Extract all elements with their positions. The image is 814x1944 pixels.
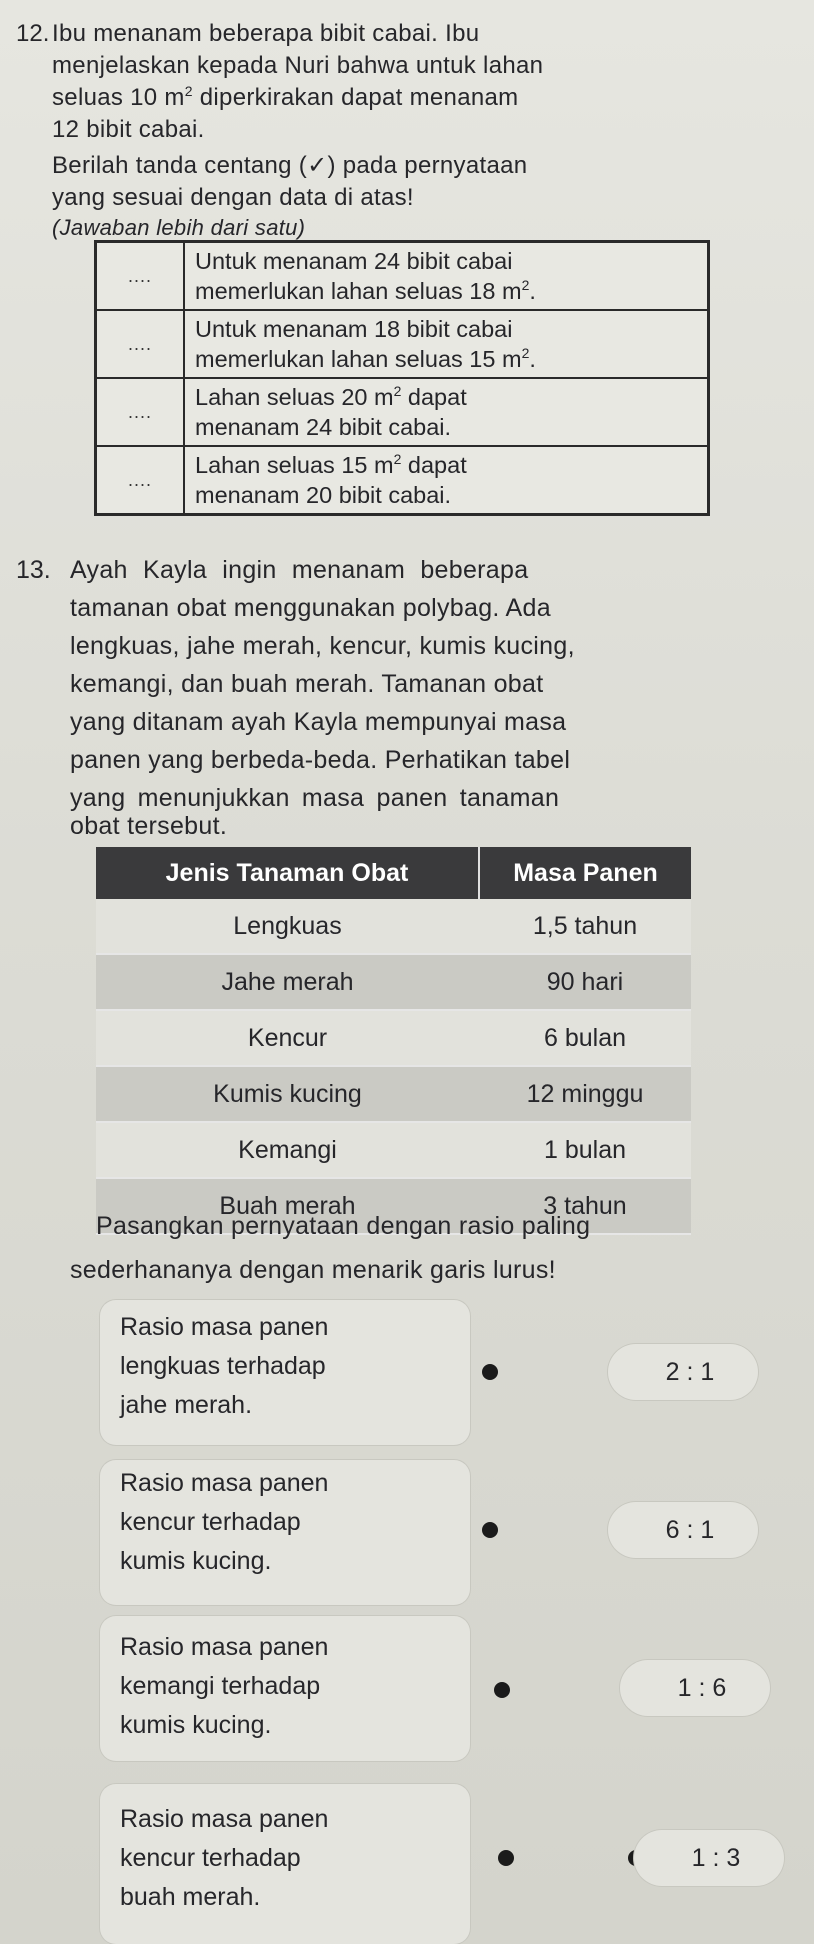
statement-box-text — [120, 1464, 328, 1581]
harvest-cell: 6 bulan — [479, 1010, 691, 1066]
q12-text-line-1: Ibu menanam beberapa bibit cabai. Ibu — [52, 20, 480, 47]
statement-line: Untuk menanam 24 bibit cabai — [195, 248, 513, 274]
statement-line: kumis kucing. — [120, 1711, 272, 1739]
statement-part: dapat — [401, 452, 467, 478]
question-12-number: 12. — [16, 20, 50, 47]
q13-text-line-3: lengkuas, jahe merah, kencur, kumis kucing, — [70, 632, 575, 660]
harvest-cell: 3 tahun — [479, 1178, 691, 1234]
statement-line: kemangi terhadap — [120, 1672, 321, 1700]
statement-text — [184, 378, 709, 446]
left-connector-dot[interactable] — [498, 1850, 514, 1866]
plant-cell: Jahe merah — [96, 954, 479, 1010]
q13-instruction-1: Pasangkan pernyataan dengan rasio paling — [96, 1212, 591, 1240]
table-row — [96, 1010, 691, 1066]
ratio-label: 6 : 1 — [665, 1516, 715, 1544]
q13-text-line-7: yang menunjukkan masa panen tanaman — [70, 784, 560, 812]
q13-text-line-2: tamanan obat menggunakan polybag. Ada — [70, 594, 551, 622]
statement-line — [195, 382, 697, 412]
plant-cell: Kemangi — [96, 1122, 479, 1178]
statement-line — [195, 344, 697, 374]
statement-exp: 2 — [393, 383, 402, 400]
statement-line: Rasio masa panen — [120, 1805, 329, 1833]
statement-box-text — [120, 1628, 328, 1745]
q13-text-line-6: panen yang berbeda-beda. Perhatikan tabel — [70, 746, 571, 774]
q12-area-exp: 2 — [184, 83, 193, 99]
statement-line: kumis kucing. — [120, 1547, 272, 1575]
statement-line: buah merah. — [120, 1883, 261, 1911]
plant-cell: Kencur — [96, 1010, 479, 1066]
question-13-number: 13. — [16, 556, 51, 584]
table-row — [96, 1122, 691, 1178]
statement-exp: 2 — [521, 277, 530, 294]
statement-part: . — [529, 278, 536, 304]
ratio-label: 1 : 3 — [691, 1844, 741, 1872]
statement-line: jahe merah. — [120, 1391, 253, 1419]
plant-cell: Buah merah — [96, 1178, 479, 1234]
q13-text-line-4: kemangi, dan buah merah. Tamanan obat — [70, 670, 544, 698]
statement-line: Rasio masa panen — [120, 1313, 329, 1341]
statement-part: Lahan seluas 15 m — [195, 452, 394, 478]
plant-cell: Lengkuas — [96, 899, 479, 954]
ratio-label: 1 : 6 — [677, 1674, 727, 1702]
q13-text-line-1: Ayah Kayla ingin menanam beberapa — [70, 556, 529, 584]
table-row — [96, 1066, 691, 1122]
header-harvest: Masa Panen — [479, 847, 691, 899]
check-blank[interactable]: .... — [96, 242, 185, 311]
left-connector-dot[interactable] — [482, 1364, 498, 1380]
statement-part: Lahan seluas 20 m — [195, 384, 394, 410]
q12-instruction-1: Berilah tanda centang (✓) pada pernyataan — [52, 152, 528, 179]
statement-text — [184, 242, 709, 311]
statement-part: . — [529, 346, 536, 372]
statement-line: Rasio masa panen — [120, 1469, 329, 1497]
harvest-cell: 90 hari — [479, 954, 691, 1010]
statement-part: memerlukan lahan seluas 15 m — [195, 346, 522, 372]
statement-line: kencur terhadap — [120, 1508, 301, 1536]
harvest-table — [96, 847, 691, 1235]
q12-area-unit: m — [164, 84, 185, 111]
statement-box-text — [120, 1308, 328, 1425]
table-row — [96, 954, 691, 1010]
q13-text-line-5: yang ditanam ayah Kayla mempunyai masa — [70, 708, 567, 736]
statement-text — [184, 446, 709, 515]
statement-line: Rasio masa panen — [120, 1633, 329, 1661]
statement-row — [96, 242, 709, 311]
q13-text-line-8: obat tersebut. — [70, 812, 228, 840]
harvest-table-header — [96, 847, 691, 899]
q12-text-line-3 — [52, 84, 518, 112]
q12-estimate: diperkirakan dapat menanam — [199, 84, 519, 111]
statement-part: dapat — [401, 384, 467, 410]
ratio-label: 2 : 1 — [665, 1358, 715, 1386]
statement-line: lengkuas terhadap — [120, 1352, 326, 1380]
q12-seluas: seluas — [52, 84, 124, 111]
statement-line: kencur terhadap — [120, 1844, 301, 1872]
header-plant: Jenis Tanaman Obat — [96, 847, 479, 899]
statement-exp: 2 — [521, 345, 530, 362]
q12-instruction-2: yang sesuai dengan data di atas! — [52, 184, 414, 211]
table-row — [96, 899, 691, 954]
harvest-cell: 1 bulan — [479, 1122, 691, 1178]
check-blank[interactable]: .... — [96, 310, 185, 378]
statement-row — [96, 378, 709, 446]
statement-exp: 2 — [393, 451, 402, 468]
statement-table — [94, 240, 710, 516]
left-connector-dot[interactable] — [482, 1522, 498, 1538]
statement-line: Untuk menanam 18 bibit cabai — [195, 316, 513, 342]
check-blank[interactable]: .... — [96, 378, 185, 446]
statement-line — [195, 276, 697, 306]
statement-part: memerlukan lahan seluas 18 m — [195, 278, 522, 304]
q12-text-line-4: 12 bibit cabai. — [52, 116, 205, 143]
q12-text-line-2: menjelaskan kepada Nuri bahwa untuk lahan — [52, 52, 544, 79]
statement-box-text — [120, 1800, 328, 1917]
left-connector-dot[interactable] — [494, 1682, 510, 1698]
statement-text — [184, 310, 709, 378]
harvest-cell: 1,5 tahun — [479, 899, 691, 954]
harvest-cell: 12 minggu — [479, 1066, 691, 1122]
plant-cell: Kumis kucing — [96, 1066, 479, 1122]
check-blank[interactable]: .... — [96, 446, 185, 515]
statement-line: menanam 20 bibit cabai. — [195, 482, 452, 508]
statement-line — [195, 450, 697, 480]
q12-instruction-3: (Jawaban lebih dari satu) — [52, 215, 306, 240]
statement-row — [96, 446, 709, 515]
statement-line: menanam 24 bibit cabai. — [195, 414, 452, 440]
q13-instruction-2: sederhananya dengan menarik garis lurus! — [70, 1256, 556, 1284]
statement-row — [96, 310, 709, 378]
q12-area-value: 10 — [130, 84, 158, 111]
